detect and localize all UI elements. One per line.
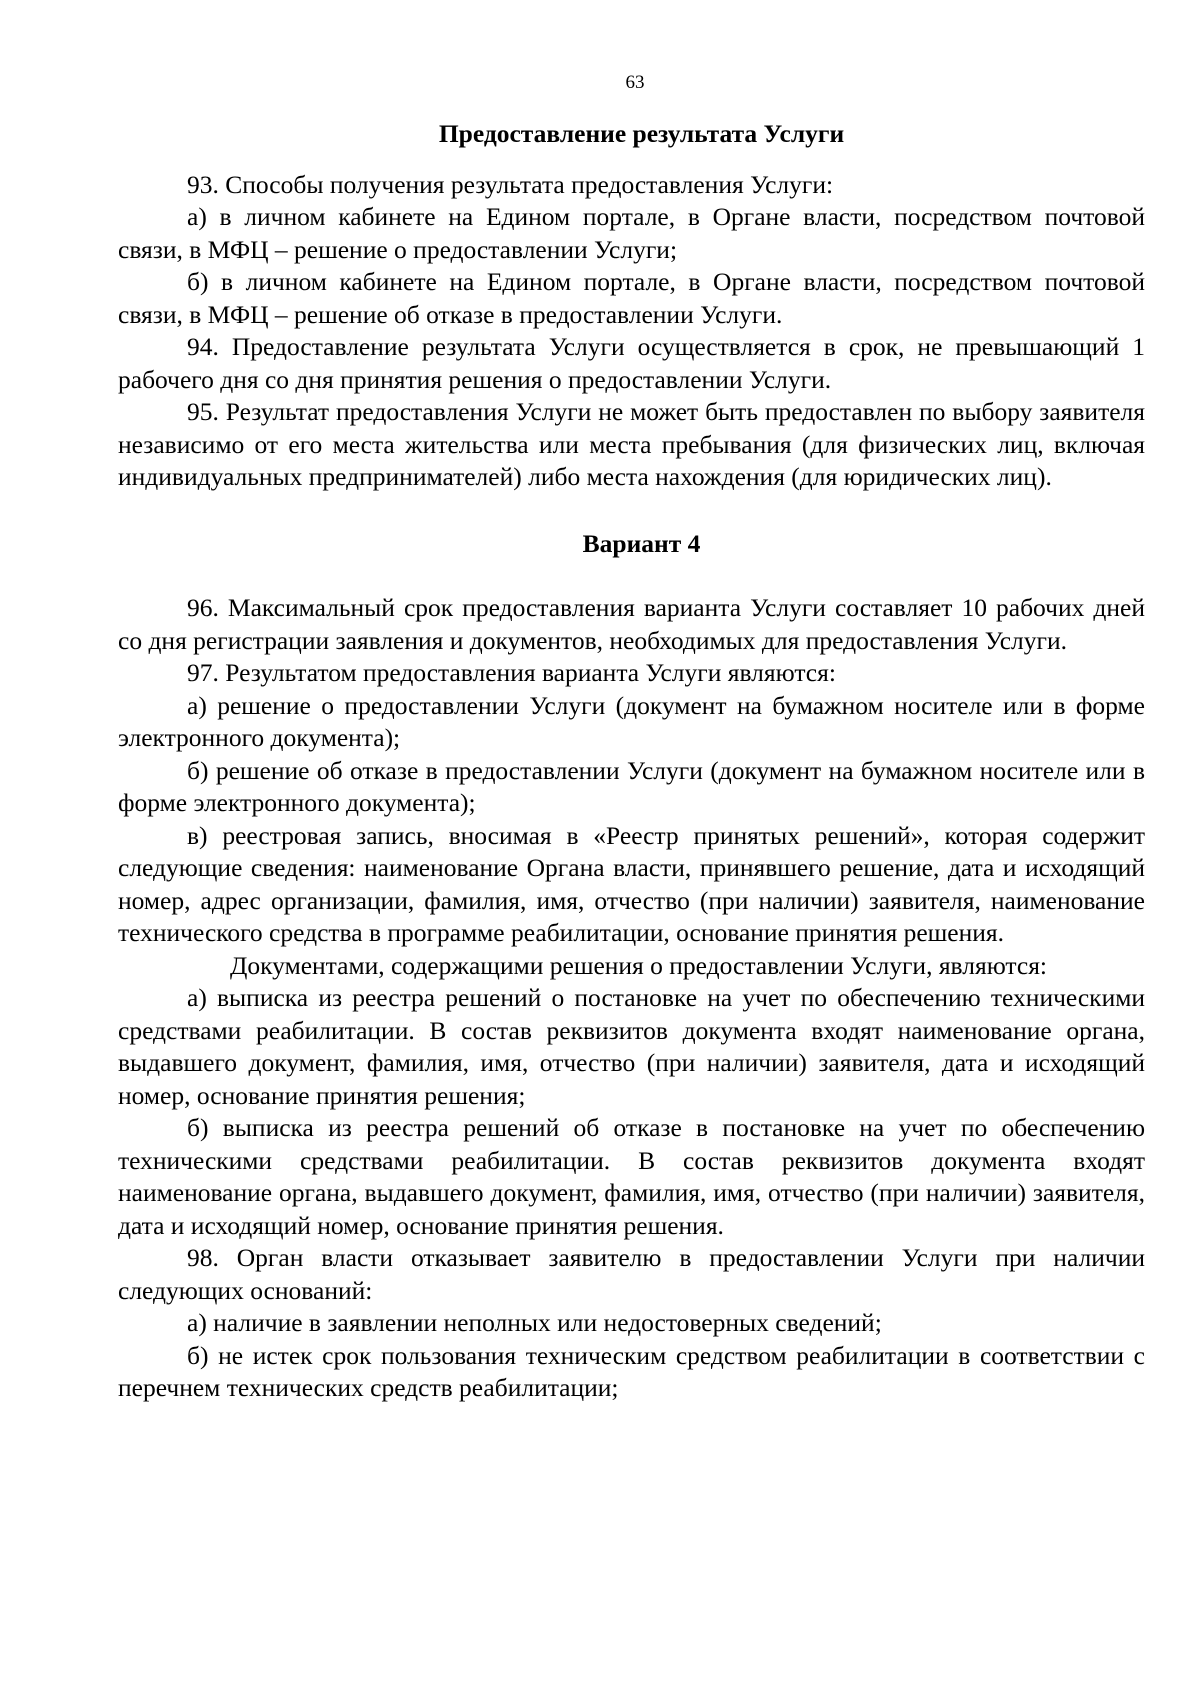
paragraph-98: 98. Орган власти отказывает заявителю в предоставлении Услуги при наличии следующих оснований: [118, 1243, 1145, 1305]
paragraph-93: 93. Способы получения результата предоставления Услуги: [187, 169, 834, 199]
paragraph-93-b: б) в личном кабинете на Едином портале, в Органе власти, посредством почтовой связи, в МФЦ – решение об отказе в предоставлении Услуги. [118, 267, 1145, 329]
paragraph-95: 95. Результат предоставления Услуги не может быть предоставлен по выбору заявителя независимо от его места жительства или места пребывания (для физических лиц, включая индивидуальных предпринимателей) либо места нахождения (для юридических лиц). [118, 397, 1145, 491]
paragraph-97-b: б) решение об отказе в предоставлении Услуги (документ на бумажном носителе или в форме электронного документа); [118, 755, 1145, 817]
page-number: 63 [625, 72, 645, 93]
paragraph-documents-b: б) выписка из реестра решений об отказе в постановке на учет по обеспечению техническими средствами реабилитации. В состав реквизитов документа входят наименование органа, выдавшего документ, фамилия, имя, отчество (при наличии) заявителя, дата и исходящий номер, основание принятия решения. [118, 1113, 1145, 1240]
paragraph-documents-a: а) выписка из реестра решений о постановке на учет по обеспечению техническими средствами реабилитации. В состав реквизитов документа входят наименование органа, выдавшего документ, фамилия, имя, отчество (при наличии) заявителя, дата и исходящий номер, основание принятия решения; [118, 983, 1145, 1110]
paragraph-96: 96. Максимальный срок предоставления варианта Услуги составляет 10 рабочих дней со дня регистрации заявления и документов, необходимых для предоставления Услуги. [118, 593, 1145, 655]
paragraph-97-a: а) решение о предоставлении Услуги (документ на бумажном носителе или в форме электронного документа); [118, 690, 1145, 752]
paragraph-94: 94. Предоставление результата Услуги осуществляется в срок, не превышающий 1 рабочего дня со дня принятия решения о предоставлении Услуги. [118, 332, 1145, 394]
section-heading-result: Предоставление результата Услуги [438, 119, 845, 148]
paragraph-documents-intro: Документами, содержащими решения о предоставлении Услуги, являются: [230, 950, 1048, 980]
paragraph-97-c: в) реестровая запись, вносимая в «Реестр принятых решений», которая содержит следующие сведения: наименование Органа власти, принявшего решение, дата и исходящий номер, адрес организации, фамилия, имя, отчество (при наличии) заявителя, наименование технического средства в программе реабилитации, основание принятия решения. [118, 820, 1145, 947]
paragraph-98-b: б) не истек срок пользования техническим средством реабилитации в соответствии с перечнем технических средств реабилитации; [118, 1340, 1145, 1402]
section-heading-variant-4: Вариант 4 [582, 528, 701, 558]
paragraph-97: 97. Результатом предоставления варианта Услуги являются: [187, 658, 836, 687]
document-body [118, 118, 1145, 1405]
paragraph-98-a: а) наличие в заявлении неполных или недостоверных сведений; [187, 1308, 882, 1337]
paragraph-93-a: а) в личном кабинете на Едином портале, в Органе власти, посредством почтовой связи, в МФЦ – решение о предоставлении Услуги; [118, 202, 1145, 264]
